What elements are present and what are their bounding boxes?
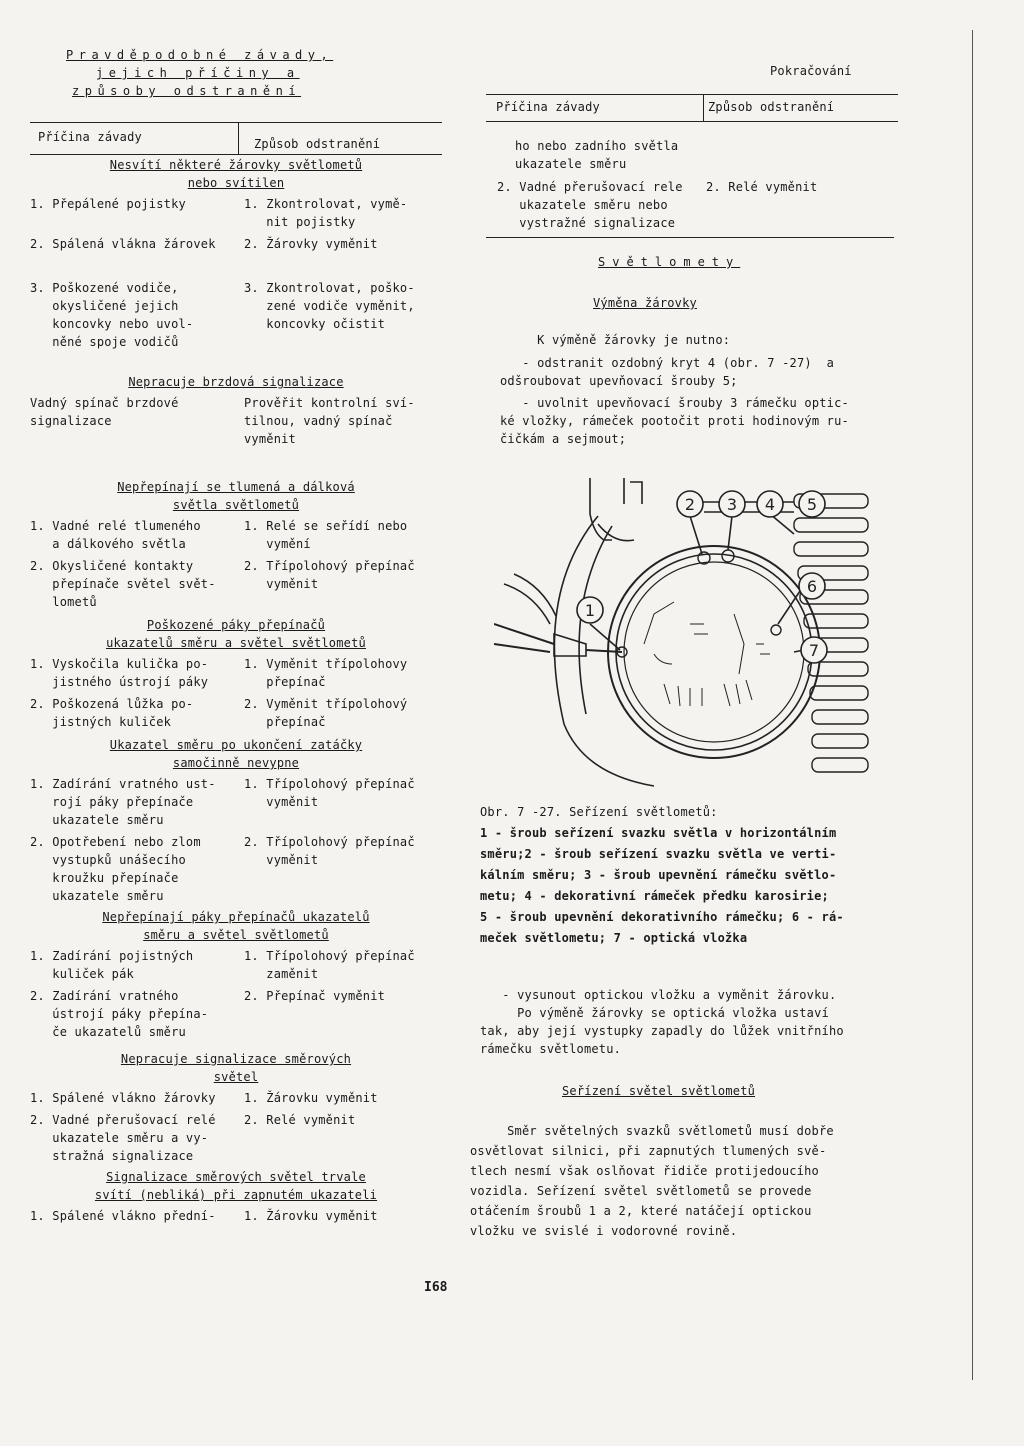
row-fix-line: 2. Přepínač vyměnit — [244, 989, 386, 1003]
row-cause-line: a dálkového světla — [30, 537, 186, 551]
callout-2: 2 — [684, 495, 696, 514]
right-cont-row-2-cause-3: vystražné signalizace — [497, 216, 676, 230]
caption-line-6: 5 - šroub upevnění dekorativního rámečku; 6 - rá- — [480, 910, 844, 924]
row-fix-line: 2. Vyměnit třípolohový — [244, 697, 408, 711]
row-cause-line: ukazatele směru — [30, 813, 164, 827]
callout-5: 5 — [806, 495, 818, 514]
row-fix-line: vymění — [244, 537, 311, 551]
vymena-line-5: ké vložky, rámeček pootočit proti hodinovým ru- — [500, 414, 849, 428]
caption-line-2: 1 - šroub seřízení svazku světla v horizontálním — [480, 826, 837, 840]
row-fix-line: vyměnit — [244, 577, 319, 591]
row-fix-line: 1. Zkontrolovat, vymě- — [244, 197, 408, 211]
right-header-divider — [703, 94, 704, 122]
row-fix-line: Prověřit kontrolní sví- — [244, 396, 415, 410]
row-fix-line: 2. Žárovky vyměnit — [244, 237, 378, 251]
row-fix-line: 2. Relé vyměnit — [244, 1113, 356, 1127]
row-cause-line: če ukazatelů směru — [30, 1025, 186, 1039]
row-fix-line: zaměnit — [244, 967, 319, 981]
row-cause-line: 1. Vadné relé tlumeného — [30, 519, 201, 533]
row-fix-line: přepínač — [244, 675, 326, 689]
caption-line-3: směru;2 - šroub seřízení svazku světla ve verti- — [480, 847, 837, 861]
row-cause-line: ústrojí páky přepína- — [30, 1007, 209, 1021]
right-header-fix: Způsob odstranění — [708, 100, 835, 114]
section-heading-line: ukazatelů směru a světel světlometů — [106, 636, 366, 650]
left-header-rule-top — [30, 122, 442, 123]
row-cause-line: rojí páky přepínače — [30, 795, 194, 809]
section-heading-line: Nepracuje signalizace směrových — [120, 1052, 352, 1066]
page-edge-line — [972, 30, 973, 1380]
row-cause-line: ukazatele směru a vy- — [30, 1131, 209, 1145]
section-heading-line: Nepracuje brzdová signalizace — [128, 375, 344, 389]
vymena-line-2: - odstranit ozdobný kryt 4 (obr. 7 -27) a — [500, 356, 835, 370]
row-cause-line: 2. Poškozená lůžka po- — [30, 697, 194, 711]
title-line-3: způsoby odstranění — [72, 84, 302, 98]
row-fix-line: koncovky očistit — [244, 317, 386, 331]
callout-6: 6 — [806, 577, 818, 596]
row-fix-line: nit pojistky — [244, 215, 356, 229]
row-cause-line: lometů — [30, 595, 97, 609]
vymena-line-3: odšroubovat upevňovací šrouby 5; — [500, 374, 738, 388]
vymena-line-6: čičkám a sejmout; — [500, 432, 627, 446]
section-heading-line: Nepřepínají páky přepínačů ukazatelů — [102, 910, 370, 924]
page-number: I68 — [424, 1280, 448, 1295]
after-line-1: - vysunout optickou vložku a vyměnit žárovku. — [480, 988, 837, 1002]
row-fix-line: 3. Zkontrolovat, poško- — [244, 281, 415, 295]
row-fix-line: vyměnit — [244, 853, 319, 867]
row-cause-line: koncovky nebo uvol- — [30, 317, 194, 331]
row-cause-line: přepínače světel svět- — [30, 577, 216, 591]
section-heading-line: světel — [213, 1070, 259, 1084]
left-header-cause: Příčina závady — [38, 130, 142, 144]
after-line-2: Po výměně žárovky se optická vložka ustaví — [480, 1006, 829, 1020]
callout-3: 3 — [726, 495, 738, 514]
caption-line-7: meček světlometu; 7 - optická vložka — [480, 931, 748, 945]
row-cause-line: 2. Opotřebení nebo zlom — [30, 835, 201, 849]
row-cause-line: 1. Přepálené pojistky — [30, 197, 186, 211]
row-cause-line: kroužku přepínače — [30, 871, 179, 885]
section-heading-line: samočinně nevypne — [172, 756, 300, 770]
callout-7: 7 — [808, 641, 820, 660]
row-cause-line: jistného ústrojí páky — [30, 675, 209, 689]
row-cause-line: ukazatele směru — [30, 889, 164, 903]
section-heading-line: Poškozené páky přepínačů — [146, 618, 326, 632]
row-cause-line: 3. Poškozené vodiče, — [30, 281, 179, 295]
left-header-rule-bottom — [30, 154, 442, 155]
row-fix-line: 1. Žárovku vyměnit — [244, 1091, 378, 1105]
left-header-fix: Způsob odstranění — [254, 137, 381, 151]
serizeni-line-2: osvětlovat silnici, při zapnutých tlumených svě- — [470, 1144, 827, 1158]
right-table-end-rule — [486, 237, 894, 238]
section-heading-line: Nepřepínají se tlumená a dálková — [117, 480, 355, 494]
continued-label: Pokračování — [770, 64, 852, 78]
caption-line-1: Obr. 7 -27. Seřízení světlometů: — [480, 805, 718, 819]
after-line-3: tak, aby její vystupky zapadly do lůžek vnitřního — [480, 1024, 844, 1038]
row-fix-line: 2. Třípolohový přepínač — [244, 835, 415, 849]
headlight-figure — [494, 474, 870, 794]
right-header-rule-bottom — [486, 121, 898, 122]
caption-line-5: metu; 4 - dekorativní rámeček předku karosirie; — [480, 889, 829, 903]
section-heading-line: světla světlometů — [172, 498, 300, 512]
row-fix-line: vyměnit — [244, 795, 319, 809]
row-fix-line: 1. Vyměnit třípolohovy — [244, 657, 408, 671]
row-cause-line: stražná signalizace — [30, 1149, 194, 1163]
after-line-4: rámečku světlometu. — [480, 1042, 622, 1056]
row-fix-line: přepínač — [244, 715, 326, 729]
serizeni-line-5: otáčením šroubů 1 a 2, které natáčejí optickou — [470, 1204, 812, 1218]
serizeni-line-3: tlech nesmí však oslňovat řidiče protijedoucího — [470, 1164, 819, 1178]
row-cause-line: 1. Spálené vlákno přední- — [30, 1209, 216, 1223]
row-cause-line: 1. Zadírání pojistných — [30, 949, 194, 963]
row-fix-line: tilnou, vadný spínač — [244, 414, 393, 428]
left-header-divider — [238, 122, 239, 155]
row-fix-line: 1. Relé se seřídí nebo — [244, 519, 408, 533]
section-heading-line: nebo svítilen — [187, 176, 285, 190]
serizeni-line-1: Směr světelných svazků světlometů musí dobře — [470, 1124, 834, 1138]
right-cont-row-2-fix-1: 2. Relé vyměnit — [706, 180, 818, 194]
subsection-title-vymena: Výměna žárovky — [593, 296, 697, 310]
callout-1: 1 — [584, 601, 596, 620]
row-fix-line: 2. Třípolohový přepínač — [244, 559, 415, 573]
row-fix-line: 1. Žárovku vyměnit — [244, 1209, 378, 1223]
right-cont-row-2-cause-1: 2. Vadné přerušovací rele — [497, 180, 683, 194]
row-fix-line: 1. Třípolohový přepínač — [244, 949, 415, 963]
title-line-1: Pravděpodobné závady, — [66, 48, 334, 62]
section-heading-line: Nesvítí některé žárovky světlometů — [109, 158, 363, 172]
row-cause-line: 2. Spálená vlákna žárovek — [30, 237, 216, 251]
callout-4: 4 — [764, 495, 776, 514]
row-cause-line: signalizace — [30, 414, 112, 428]
section-title-svetlomety: Světlomety — [598, 255, 741, 269]
row-fix-line: zené vodiče vyměnit, — [244, 299, 415, 313]
vymena-line-4: - uvolnit upevňovací šrouby 3 rámečku optic- — [500, 396, 849, 410]
caption-line-4: kálním směru; 3 - šroub upevnění rámečku světlo- — [480, 868, 837, 882]
title-line-2: jejich příčiny a — [96, 66, 300, 80]
row-cause-line: 2. Vadné přerušovací relé — [30, 1113, 216, 1127]
row-cause-line: 1. Vyskočila kulička po- — [30, 657, 209, 671]
serizeni-line-4: vozidla. Seřízení světel světlometů se provede — [470, 1184, 812, 1198]
right-header-cause: Příčina závady — [496, 100, 600, 114]
row-fix-line: 1. Třípolohový přepínač — [244, 777, 415, 791]
row-cause-line: jistných kuliček — [30, 715, 172, 729]
row-cause-line: 1. Zadírání vratného ust- — [30, 777, 216, 791]
subsection-title-serizeni: Seřízení světel světlometů — [562, 1084, 756, 1098]
section-heading-line: svítí (nebliká) při zapnutém ukazateli — [94, 1188, 378, 1202]
row-fix-line: vyměnit — [244, 432, 296, 446]
section-heading-line: směru a světel světlometů — [143, 928, 329, 942]
serizeni-line-6: vložku ve svislé i vodorovné rovině. — [470, 1224, 738, 1238]
right-header-rule-top — [486, 94, 898, 95]
row-cause-line: něné spoje vodičů — [30, 335, 179, 349]
right-cont-row-2-cause-2: ukazatele směru nebo — [497, 198, 668, 212]
row-cause-line: 2. Okysličené kontakty — [30, 559, 194, 573]
row-cause-line: 1. Spálené vlákno žárovky — [30, 1091, 216, 1105]
row-cause-line: vystupků unášecího — [30, 853, 186, 867]
right-cont-row-1-cause-1: ho nebo zadního světla — [515, 139, 679, 153]
right-cont-row-1-cause-2: ukazatele směru — [515, 157, 627, 171]
row-cause-line: kuliček pák — [30, 967, 134, 981]
row-cause-line: 2. Zadírání vratného — [30, 989, 179, 1003]
row-cause-line: okysličené jejich — [30, 299, 179, 313]
vymena-line-1: K výměně žárovky je nutno: — [500, 333, 731, 347]
section-heading-line: Ukazatel směru po ukončení zatáčky — [109, 738, 363, 752]
row-cause-line: Vadný spínač brzdové — [30, 396, 179, 410]
section-heading-line: Signalizace směrových světel trvale — [106, 1170, 366, 1184]
